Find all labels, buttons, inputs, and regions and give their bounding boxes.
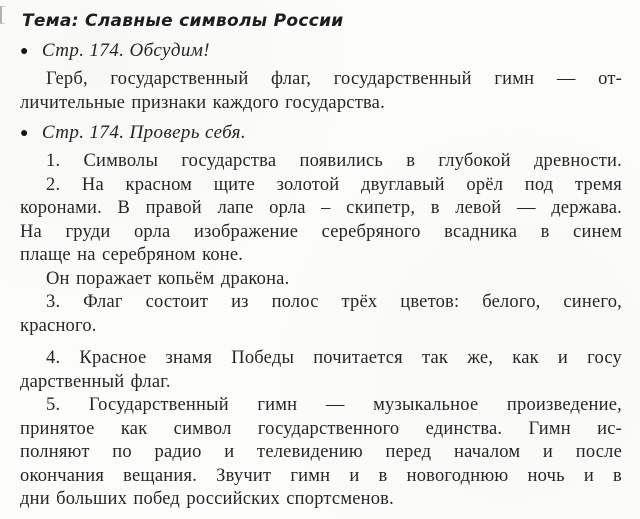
text-line: 1. Символы государства появились в глубокой древности.	[46, 151, 622, 171]
text-line: 4. Красное знамя Победы почитается так же, как и госу	[46, 348, 622, 368]
text-line: 3. Флаг состоит из полос трёх цветов: белого, синего,	[46, 292, 622, 312]
scan-edge-artifact	[0, 6, 5, 24]
text-line: На груди орла изображение серебряного всадника в синем	[20, 221, 622, 242]
text-line: красного.	[20, 315, 97, 336]
section-header-prover	[20, 121, 622, 145]
text-line: личительные признаки каждого государства.	[20, 92, 385, 113]
text-line: Он поражает копьём дракона.	[46, 268, 290, 289]
section-header-obsudim	[20, 39, 622, 63]
text-line: полняют по радио и телевидению перед началом и после	[20, 442, 622, 462]
text-line: плаще на серебряном коне.	[20, 245, 244, 265]
text-line: принятое как символ государственного единства. Гимн ис-	[20, 418, 622, 439]
bullet-icon: ●	[20, 126, 29, 141]
text-line: дни больших побед российских спортсменов.	[20, 489, 394, 509]
page-title: Тема: Славные символы России	[22, 11, 344, 31]
text-line: коронами. В правой лапе орла – скипетр, в левой — держава.	[20, 198, 622, 218]
text-line: дарственный флаг.	[20, 371, 171, 392]
section-header-label: Стр. 174. Обсудим!	[41, 40, 210, 61]
text-line: 5. Государственный гимн — музыкальное произведение,	[46, 395, 622, 415]
text-line: Герб, государственный флаг, государственный гимн — от-	[46, 69, 622, 89]
text-line: 2. На красном щите золотой двуглавый орёл под тремя	[46, 174, 622, 195]
section-header-label: Стр. 174. Проверь себя.	[41, 122, 247, 143]
bullet-icon: ●	[20, 44, 29, 59]
text-line: окончания вещания. Звучит гимн и в новогоднюю ночь и в	[20, 465, 622, 486]
